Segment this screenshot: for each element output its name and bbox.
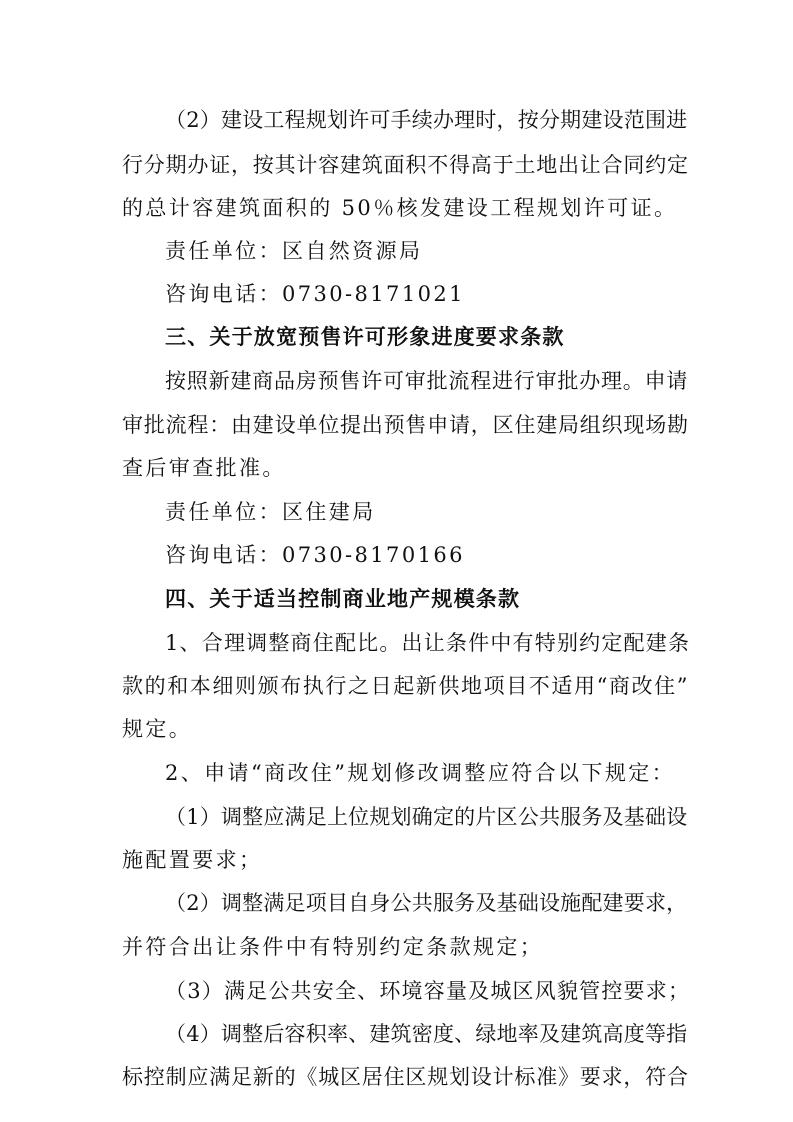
paragraph-line: 1、合理调整商住配比。出让条件中有特别约定配建条	[165, 631, 691, 655]
paragraph-line: 的总计容建筑面积的 50％核发建设工程规划许可证。	[122, 196, 678, 220]
paragraph-line: （1）调整应满足上位规划确定的片区公共服务及基础设	[165, 805, 688, 829]
paragraph-line: 标控制应满足新的《城区居住区规划设计标准》要求，符合	[122, 1065, 689, 1089]
paragraph-line: 款的和本细则颁布执行之日起新供地项目不适用“商改住”	[122, 674, 690, 698]
paragraph-line: 查后审查批准。	[122, 456, 286, 480]
paragraph-line: （2）建设工程规划许可手续办理时，按分期建设范围进	[165, 108, 688, 132]
paragraph-line: （3）满足公共安全、环境容量及城区风貌管控要求；	[165, 979, 691, 1003]
section-heading: 三、关于放宽预售许可形象进度要求条款	[165, 325, 565, 349]
paragraph-line: （2）调整满足项目自身公共服务及基础设施配建要求，	[165, 891, 688, 915]
responsible-unit: 责任单位：区住建局	[165, 500, 376, 524]
paragraph-line: 规定。	[122, 717, 193, 741]
paragraph-line: 并符合出让条件中有特别约定条款规定；	[122, 935, 544, 959]
paragraph-line: 行分期办证，按其计容建筑面积不得高于土地出让合同约定	[122, 153, 689, 177]
paragraph-line: 2、申请“商改住”规划修改调整应符合以下规定：	[165, 761, 676, 785]
contact-phone: 咨询电话：0730-8170166	[165, 543, 465, 567]
paragraph-line: 按照新建商品房预售许可审批流程进行审批办理。申请	[165, 369, 689, 393]
paragraph-line: 审批流程：由建设单位提出预售申请，区住建局组织现场勘	[122, 413, 689, 437]
responsible-unit: 责任单位：区自然资源局	[165, 239, 423, 263]
contact-phone: 咨询电话：0730-8171021	[165, 282, 465, 306]
section-heading: 四、关于适当控制商业地产规模条款	[165, 587, 521, 611]
paragraph-line: 施配置要求；	[122, 848, 263, 872]
paragraph-line: （4）调整后容积率、建筑密度、绿地率及建筑高度等指	[165, 1022, 688, 1046]
